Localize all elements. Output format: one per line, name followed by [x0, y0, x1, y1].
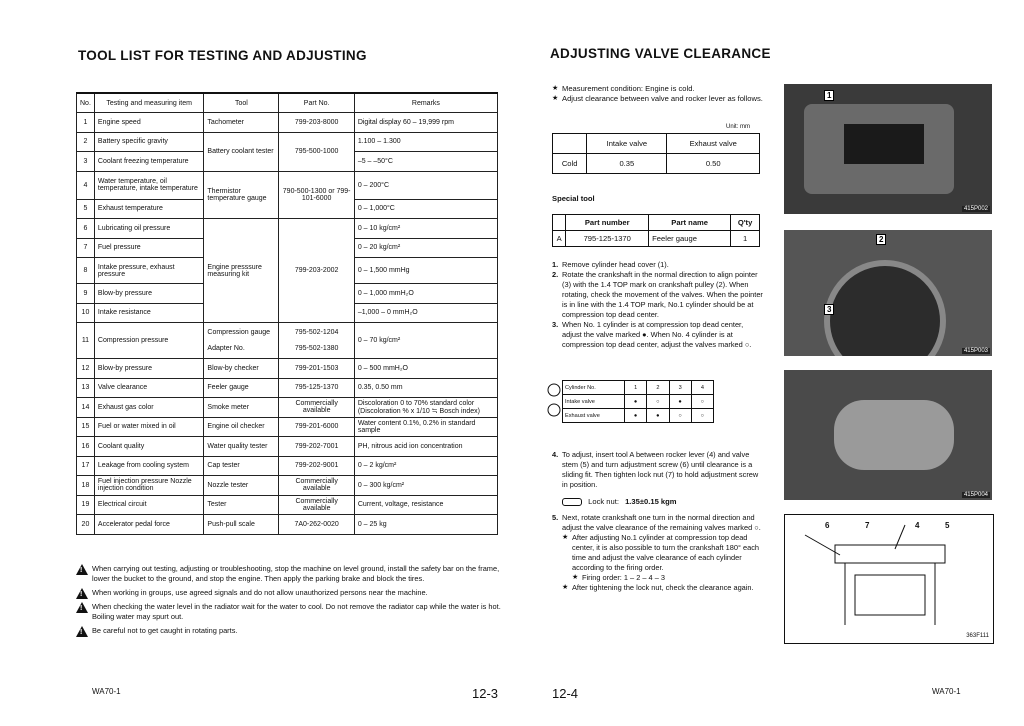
warning-item: ! When checking the water level in the radiator wait for the water to cool. Do not remove the radiator cap while the water is hot. Boiling water may spurt out.	[76, 602, 506, 622]
warning-icon	[76, 626, 88, 637]
table-row: 7 Fuel pressure 0 – 20 kg/cm²	[77, 238, 498, 258]
table-row: 3 Coolant freezing temperature –5 – –50°C	[77, 152, 498, 172]
warning-item: ! When working in groups, use agreed signals and do not allow unauthorized persons near the machine.	[76, 588, 506, 598]
warning-item: ! When carrying out testing, adjusting or troubleshooting, stop the machine on level ground, install the safety bar on the frame, lower the bucket to the ground, and stop the engine. Then apply the parking brake and block the tires.	[76, 564, 506, 584]
warning-icon	[76, 602, 88, 613]
valve-diagram: 6 7 4 5 363F111	[784, 514, 994, 644]
valve-clearance-title: ADJUSTING VALVE CLEARANCE	[550, 46, 771, 61]
footer-model: WA70-1	[932, 687, 961, 696]
clearance-table: Intake valve Exhaust valve Cold 0.35 0.50	[552, 133, 760, 174]
table-row: 20 Accelerator pedal force Push-pull scale 7A0-262-0020 0 – 25 kg	[77, 515, 498, 535]
special-tool-table: Part number Part name Q'ty A 795-125-1370 Feeler gauge 1	[552, 214, 760, 247]
col-item: Testing and measuring item	[94, 93, 204, 113]
col-no: No.	[77, 93, 95, 113]
warning-icon	[76, 588, 88, 599]
page-number: 12-4	[552, 686, 579, 701]
locknut-spec: Lock nut: 1.35±0.15 kgm	[562, 497, 677, 507]
tool-list-table	[76, 92, 498, 535]
col-tool: Tool	[204, 93, 279, 113]
warning-icon	[76, 564, 88, 575]
photo-crank-pulley: 2 3 415P003	[784, 230, 992, 356]
step-item: 1. Remove cylinder head cover (1).	[552, 260, 669, 269]
table-row: 5 Exhaust temperature 0 – 1,000°C	[77, 199, 498, 219]
special-tool-label: Special tool	[552, 194, 595, 203]
step-5: 5. Next, rotate crankshaft one turn in the normal direction and adjust the valve clearance of the remaining valves marked ○. ★ After adjusting No.1 cylinder at compression top dead center, it is also possible to turn the crankshaft 180° each time and adjust the valve clearance of each cylinder according to the firing order. ★ Firing order: 1 – 2 – 4 – 3 ★ After tightening the lock nut, check the clearance again.	[552, 513, 764, 593]
unit-label: Unit: mm	[726, 124, 750, 130]
step-item: 3. When No. 1 cylinder is at compression top dead center, adjust the valve marked ●. When No. 4 cylinder is at compression top dead center, adjust the valves marked ○.	[552, 320, 752, 349]
table-row: 17 Leakage from cooling system Cap tester 799-202-9001 0 – 2 kg/cm²	[77, 456, 498, 476]
step-4: 4. To adjust, insert tool A between rocker lever (4) and valve stem (5) and turn adjustment screw (6) until clearance is a sliding fit. Then tighten lock nut (7) to hold adjustment screw in position.	[552, 450, 759, 489]
table-row: 15 Fuel or water mixed in oil Engine oil checker 799-201-6000 Water content 0.1%, 0.2% in standard sample	[77, 417, 498, 437]
steps-1-3	[552, 260, 764, 350]
tool-list-title: TOOL LIST FOR TESTING AND ADJUSTING	[78, 48, 367, 63]
table-row: 2 Battery specific gravity Battery coolant tester 795-500-1000 1.100 – 1.300	[77, 132, 498, 152]
col-part: Part No.	[279, 93, 354, 113]
right-page	[512, 0, 1024, 726]
warning-item: ! Be careful not to get caught in rotating parts.	[76, 626, 506, 636]
table-row: 10 Intake resistance –1,000 – 0 mmH₂O	[77, 303, 498, 323]
table-row: 4 Water temperature, oil temperature, intake temperature Thermistor temperature gauge 790-500-1300 or 799-101-6000 0 – 200°C	[77, 171, 498, 199]
table-row: 11 Compression pressure Compression gauge Adapter No. 795-502-1204 795-502-1380 0 – 70 kg/cm²	[77, 323, 498, 359]
step-item: 2. Rotate the crankshaft in the normal direction to align pointer (3) with the 1.4 TOP mark on crankshaft pulley (2). When rotating, check the movement of the valves. When the pointer is in line with the 1.4 TOP mark, No.1 cylinder should be at compression top dead center.	[552, 270, 763, 319]
page-number: 12-3	[472, 686, 499, 701]
crank-symbol-icon	[546, 380, 562, 420]
table-row: 8 Intake pressure, exhaust pressure 0 – 1,500 mmHg	[77, 258, 498, 284]
col-remarks: Remarks	[354, 93, 497, 113]
table-row: 13 Valve clearance Feeler gauge 795-125-1370 0.35, 0.50 mm	[77, 378, 498, 398]
table-row: 6 Lubricating oil pressure Engine presssure measuring kit 799-203-2002 0 – 10 kg/cm²	[77, 219, 498, 239]
cylinder-table: Cylinder No. 1 2 3 4 Intake valve ● ○ ● ○ Exhaust valve ● ● ○ ○	[562, 380, 714, 423]
table-row: 19 Electrical circuit Tester Commercially available Current, voltage, resistance	[77, 495, 498, 515]
wrench-icon	[562, 498, 582, 506]
photo-cylinder-head: 1 415P002	[784, 84, 992, 214]
photo-valve-adjust: 415P004	[784, 370, 992, 500]
measurement-notes: ★ Measurement condition: Engine is cold. ★ Adjust clearance between valve and rocker lever as follows.	[552, 84, 767, 104]
table-row: 12 Blow-by pressure Blow-by checker 799-201-1503 0 – 500 mmH₂O	[77, 359, 498, 379]
safety-warnings	[76, 564, 506, 640]
table-row: 9 Blow-by pressure 0 – 1,000 mmH₂O	[77, 284, 498, 304]
footer-model: WA70-1	[92, 687, 121, 696]
rocker-arm-diagram	[785, 515, 993, 643]
table-row: 1 Engine speed Tachometer 799-203-8000 Digital display 60 – 19,999 rpm	[77, 113, 498, 133]
table-row: 14 Exhaust gas color Smoke meter Commercially available Discoloration 0 to 70% standard color (Discoloration % x 1/10 ≒ Bosch index)	[77, 398, 498, 418]
table-row: 18 Fuel injection pressure Nozzle injection condition Nozzle tester Commercially available 0 – 300 kg/cm²	[77, 476, 498, 496]
table-row: 16 Coolant quality Water quality tester 799-202-7001 PH, nitrous acid ion concentration	[77, 437, 498, 457]
